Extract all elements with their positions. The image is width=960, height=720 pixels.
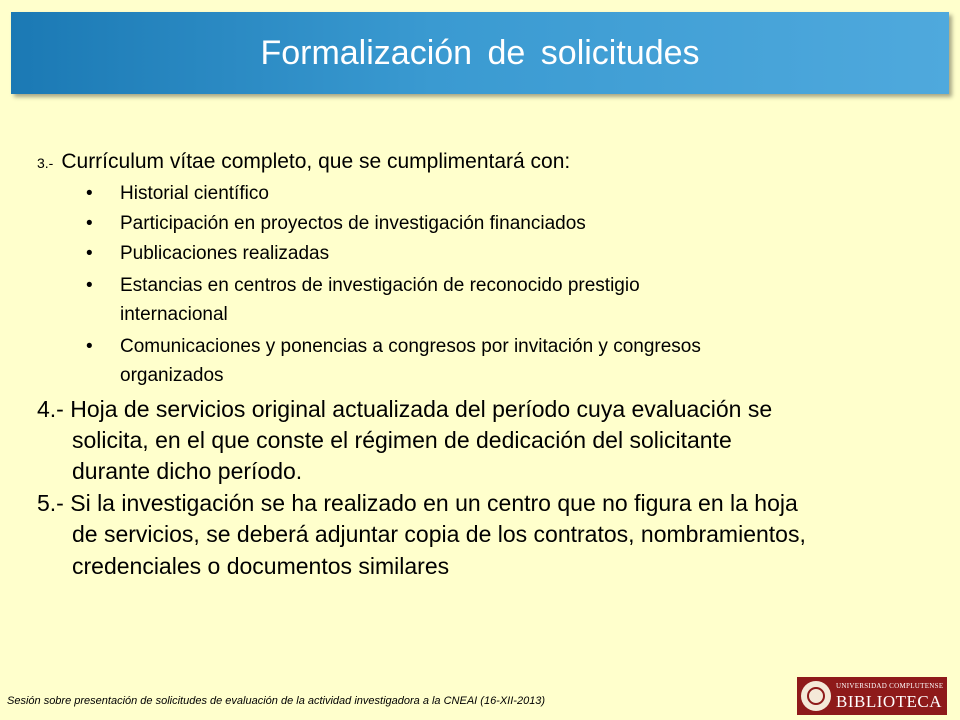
bullet-icon: •: [86, 243, 93, 264]
bullet-item: • Estancias en centros de investigación de reconocido prestigio: [86, 275, 640, 296]
bullet-item-continuation: internacional: [120, 304, 228, 325]
bullet-icon: •: [86, 336, 93, 357]
logo-university-name: UNIVERSIDAD COMPLUTENSE: [836, 681, 944, 690]
item-5-line-1: 5.- Si la investigación se ha realizado en un centro que no figura en la hoja: [37, 490, 798, 516]
slide-title: Formalización de solicitudes: [260, 33, 700, 72]
bullet-icon: •: [86, 183, 93, 204]
bullet-item: • Publicaciones realizadas: [86, 243, 330, 264]
item-3: [37, 150, 570, 174]
item-4-line-1: 4.- Hoja de servicios original actualizada del período cuya evaluación se: [37, 396, 773, 422]
item-5-line-2: de servicios, se deberá adjuntar copia de los contratos, nombramientos,: [72, 521, 806, 547]
item-3-number: 3.-: [37, 155, 54, 171]
footer-text: Sesión sobre presentación de solicitudes de evaluación de la actividad investigadora a la CNEAI (16-XII-2013): [7, 695, 546, 707]
bullet-item-continuation: organizados: [120, 365, 224, 386]
bullet-icon: •: [86, 275, 93, 296]
bullet-item: • Comunicaciones y ponencias a congresos por invitación y congresos: [86, 336, 701, 357]
logo-library-name: BIBLIOTECA: [836, 691, 943, 711]
item-4-line-2: solicita, en el que conste el régimen de dedicación del solicitante: [72, 427, 732, 453]
bullet-item: • Historial científico: [86, 183, 269, 204]
biblioteca-logo: [797, 677, 947, 715]
bullet-item: • Participación en proyectos de investigación financiados: [86, 213, 586, 234]
bullet-icon: •: [86, 213, 93, 234]
item-3-text: Currículum vítae completo, que se cumplimentará con:: [61, 150, 571, 173]
item-5-line-3: credenciales o documentos similares: [72, 553, 450, 579]
university-seal-icon: [801, 681, 831, 711]
item-4-line-3: durante dicho período.: [72, 458, 303, 484]
title-bar: [11, 12, 949, 94]
